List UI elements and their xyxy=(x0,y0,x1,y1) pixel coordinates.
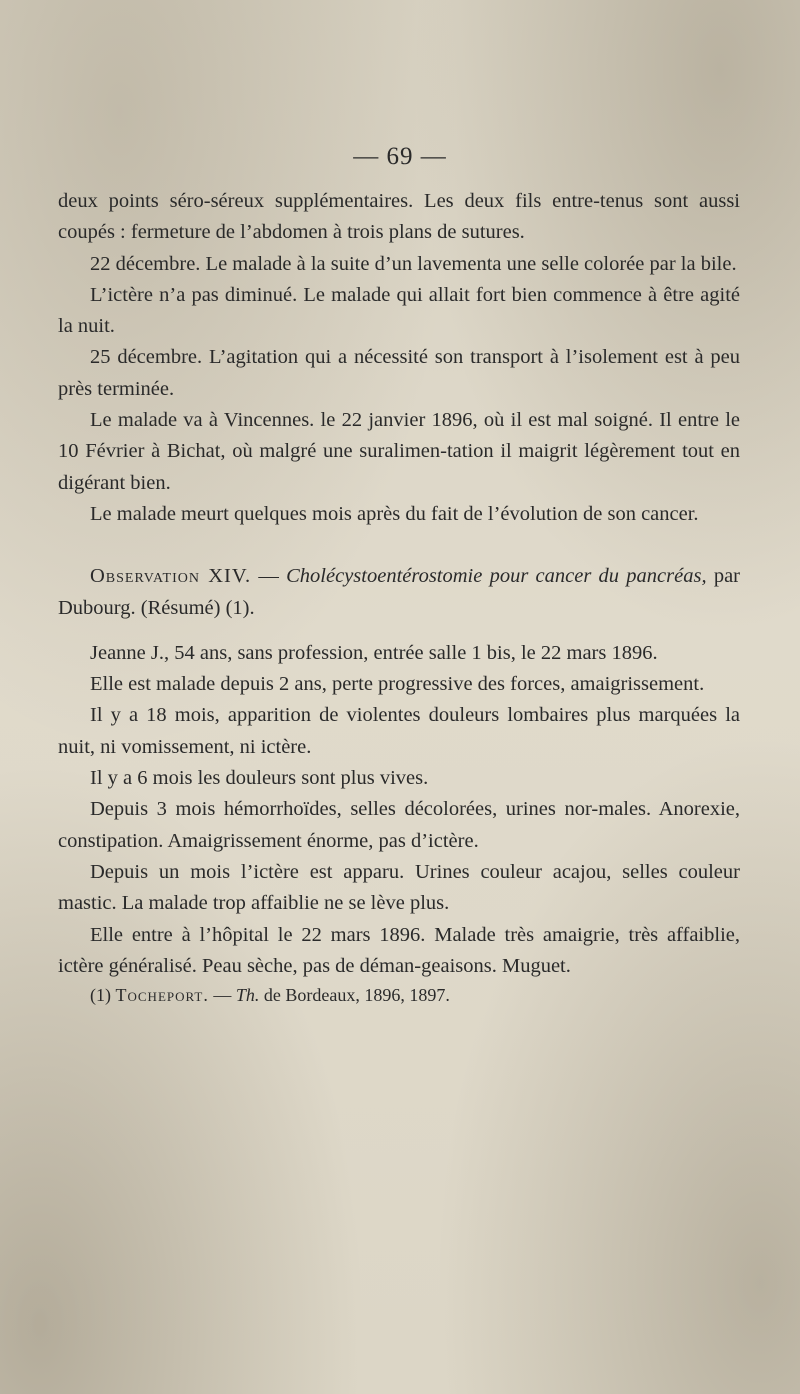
footnote-marker: (1) xyxy=(90,985,116,1006)
paragraph-ictere: L’ictère n’a pas diminué. Le malade qui allait fort bien commence à être agité la nuit. xyxy=(58,283,740,338)
observation-author: par Dubourg. (Résumé) (1). xyxy=(58,565,740,619)
footnote-author: Tocheport. xyxy=(115,985,209,1006)
page-number: — 69 — xyxy=(353,143,447,170)
case-six-months: Il y a 6 mois les douleurs sont plus vives. xyxy=(90,767,429,790)
paragraph-deces: Le malade meurt quelques mois après du fait de l’évolution de son cancer. xyxy=(90,502,699,525)
footnote-source: de Bordeaux, 1896, 1897. xyxy=(259,985,450,1006)
observation-title: Cholécystoentérostomie pour cancer du pancréas, xyxy=(286,565,707,588)
case-pain: Il y a 18 mois, apparition de violentes douleurs lombaires plus marquées la nuit, ni vomissement, ni ictère. xyxy=(58,704,740,758)
heading-spacer xyxy=(58,624,740,638)
case-history: Elle est malade depuis 2 ans, perte progressive des forces, amaigrissement. xyxy=(90,673,705,696)
section-spacer xyxy=(58,530,740,561)
case-three-months: Depuis 3 mois hémorrhoïdes, selles décolorées, urines nor-males. Anorexie, constipation. Amaigrissement énorme, pas d’ictère. xyxy=(58,798,740,852)
footnote-thesis: Th. xyxy=(235,985,260,1006)
paragraph-25-decembre: 25 décembre. L’agitation qui a nécessité son transport à l’isolement est à peu près terminée. xyxy=(58,346,740,400)
body-text xyxy=(58,186,740,1008)
paragraph-sutures: deux points séro-séreux supplémentaires. Les deux fils entre-tenus sont aussi coupés : fermeture de l’abdomen à trois plans de sutures. xyxy=(58,190,740,244)
case-admission: Jeanne J., 54 ans, sans profession, entrée salle 1 bis, le 22 mars 1896. xyxy=(90,641,658,664)
observation-heading xyxy=(58,561,740,624)
case-one-month: Depuis un mois l’ictère est apparu. Urines couleur acajou, selles couleur mastic. La malade trop affaiblie ne se lève plus. xyxy=(58,860,740,915)
paragraph-vincennes: Le malade va à Vincennes. le 22 janvier 1896, où il est mal soigné. Il entre le 10 Février à Bichat, où malgré une suralimen-tation il maigrit légèrement tout en digérant bien. xyxy=(58,409,740,494)
footnote xyxy=(58,982,740,1008)
observation-dash: — xyxy=(251,565,287,588)
observation-label: Observation XIV. xyxy=(90,565,252,588)
case-hospital-entry: Elle entre à l’hôpital le 22 mars 1896. Malade très amaigrie, très affaiblie, ictère généralisé. Peau sèche, pas de déman-geaisons. Muguet. xyxy=(58,923,740,977)
paragraph-22-decembre: 22 décembre. Le malade à la suite d’un lavementa une selle colorée par la bile. xyxy=(90,252,737,275)
footnote-dash: — xyxy=(208,985,236,1006)
